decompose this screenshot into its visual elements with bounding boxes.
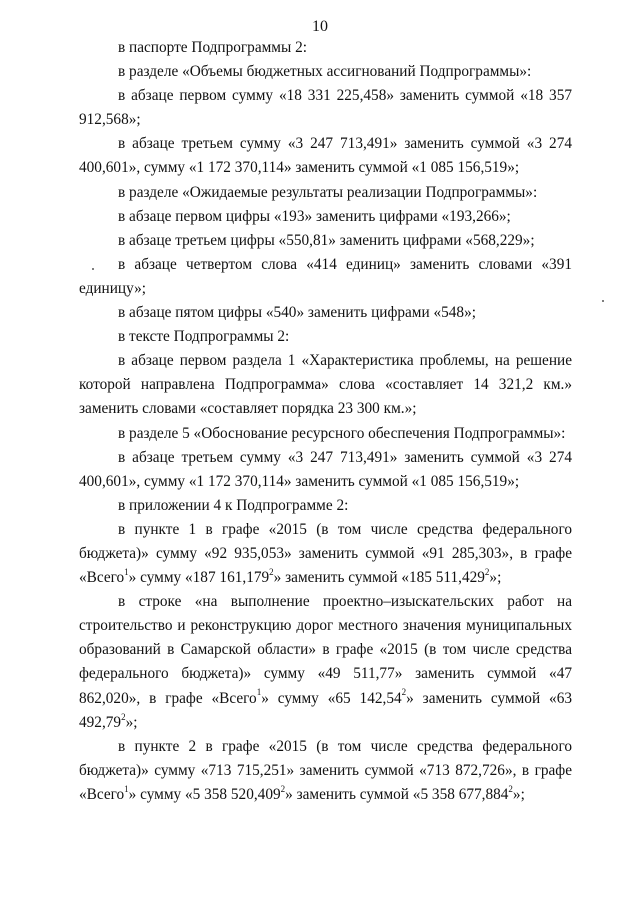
paragraph-text: в паспорте Подпрограммы 2: [118, 39, 307, 56]
scan-speck [602, 300, 604, 302]
paragraph-text: в пункте 2 в графе «2015 (в том числе средства федерального бюджета)» сумму «713 715,251» заменить суммой «713 872,726», в графе «Всего [79, 737, 572, 803]
paragraph-text: в разделе 5 «Обоснование ресурсного обеспечения Подпрограммы»: [118, 424, 566, 442]
paragraph-text: » заменить суммой «5 358 677,884 [285, 785, 509, 803]
paragraph [79, 446, 572, 494]
paragraph [79, 422, 572, 446]
paragraph-text: в абзаце третьем цифры «550,81» заменить цифрами «568,229»; [118, 231, 535, 249]
paragraph [79, 36, 572, 60]
paragraph-text: в абзаце первом цифры «193» заменить цифрами «193,266»; [118, 207, 511, 225]
footnote-mark: 2 [401, 687, 407, 698]
footnote-mark: 2 [280, 783, 286, 794]
paragraph-text: » сумму «5 358 520,409 [128, 785, 281, 803]
paragraph [79, 229, 572, 253]
footnote-mark: 2 [121, 711, 126, 722]
paragraph [79, 325, 572, 349]
paragraph-text: в разделе «Объемы бюджетных ассигнований Подпрограммы»: [118, 63, 532, 81]
footnote-mark: 2 [508, 783, 513, 794]
footnote-mark: 1 [124, 566, 129, 577]
paragraph-text: в приложении 4 к Подпрограмме 2: [118, 496, 349, 514]
paragraph-text: в абзаце четвертом слова «414 единиц» заменить словами «391 единицу»; [79, 255, 572, 297]
paragraph [79, 84, 572, 132]
page-number: 10 [312, 18, 328, 35]
paragraph [79, 253, 572, 301]
paragraph [79, 518, 572, 590]
document-body [79, 36, 572, 807]
paragraph [79, 301, 572, 325]
paragraph-text: » заменить суммой «63 492,79 [79, 689, 572, 731]
paragraph-text: в пункте 1 в графе «2015 (в том числе средства федерального бюджета)» сумму «92 935,053» заменить суммой «91 285,303», в графе «Всего [79, 520, 572, 587]
paragraph [79, 181, 572, 205]
paragraph-text: » заменить суммой «185 511,429 [273, 569, 485, 587]
paragraph [79, 590, 572, 735]
footnote-mark: 2 [269, 566, 274, 577]
paragraph-text: »; [489, 569, 502, 587]
scan-speck [92, 268, 94, 270]
paragraph-text: в абзаце первом сумму «18 331 225,458» заменить суммой «18 357 912,568»; [79, 87, 572, 129]
paragraph-text: в абзаце третьем сумму «3 247 713,491» заменить суммой «3 274 400,601», сумму «1 172 370,114» заменить суммой «1 085 156,519»; [79, 135, 572, 177]
paragraph-text: в тексте Подпрограммы 2: [118, 328, 290, 346]
paragraph-text: в абзаце третьем сумму «3 247 713,491» заменить суммой «3 274 400,601», сумму «1 172 370,114» заменить суммой «1 085 156,519»; [79, 448, 572, 490]
paragraph-text: в абзаце пятом цифры «540» заменить цифрами «548»; [118, 304, 476, 322]
paragraph [79, 132, 572, 180]
paragraph-text: »; [125, 713, 138, 731]
footnote-mark: 2 [484, 566, 490, 577]
paragraph-text: в абзаце первом раздела 1 «Характеристика проблемы, на решение которой направлена Подпрограмма» слова «составляет 14 321,2 км.» заменить словами «составляет порядка 23 300 км.»; [79, 352, 572, 418]
paragraph [79, 494, 572, 518]
footnote-mark: 1 [124, 783, 129, 794]
paragraph-text: »; [512, 785, 525, 803]
paragraph [79, 735, 572, 807]
paragraph-text: в разделе «Ожидаемые результаты реализации Подпрограммы»: [118, 183, 538, 201]
paragraph [79, 205, 572, 229]
paragraph [79, 60, 572, 84]
footnote-mark: 1 [256, 687, 262, 698]
paragraph [79, 349, 572, 421]
paragraph-text: » сумму «187 161,179 [128, 569, 270, 587]
paragraph-text: » сумму «65 142,54 [261, 689, 402, 707]
paragraph-text: в строке «на выполнение проектно–изыскательских работ на строительство и реконструкцию дорог местного значения муниципальных образований в Самарской области» в графе «2015 (в том числе средства федерального бюджета)» сумму «49 511,77» заменить суммой «47 862,020», в графе «Всего [79, 593, 572, 707]
